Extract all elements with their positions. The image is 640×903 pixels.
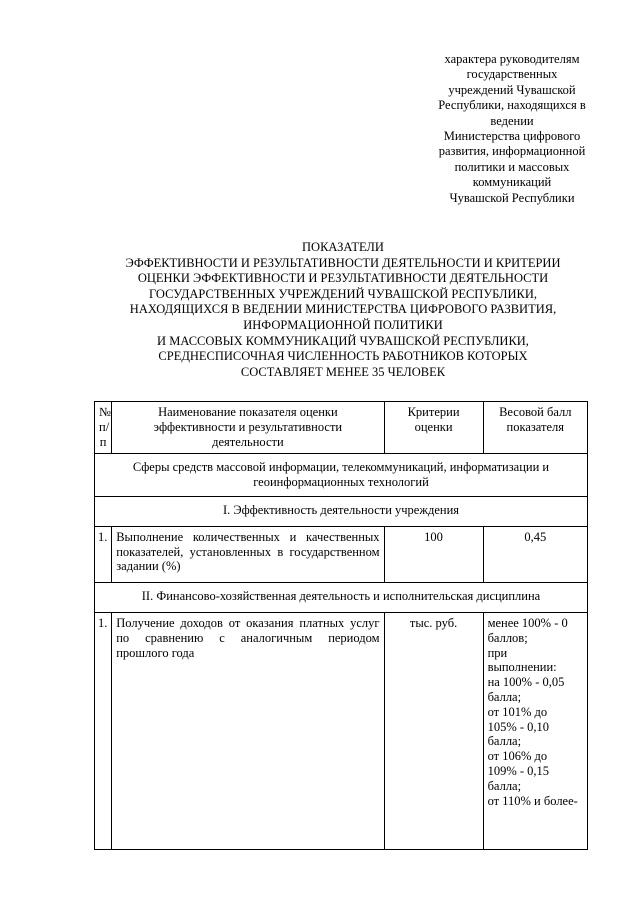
sphere-title: Сферы средств массовой информации, телекоммуникаций, информатизации и геоинформационных технологий [95,454,588,497]
title-line: ИНФОРМАЦИОННОЙ ПОЛИТИКИ [243,317,443,332]
header-line: ведении [490,113,534,128]
weight-line: 109% - 0,15 [487,763,550,778]
section-row [95,496,588,526]
header-line: коммуникаций [472,175,552,190]
weight-line: от 110% и более- [487,793,578,808]
title-line: СОСТАВЛЯЕТ МЕНЕЕ 35 ЧЕЛОВЕК [240,364,446,379]
weight-line: выполнении: [487,660,557,675]
weight-line: балла; [487,689,522,704]
column-header-name: Наименование показателя оценки эффективности и результативности деятельности [112,402,384,454]
weight-line: при [487,645,508,660]
title-line: СРЕДНЕСПИСОЧНАЯ ЧИСЛЕННОСТЬ РАБОТНИКОВ КОТОРЫХ [158,349,528,364]
row-name: Выполнение количественных и качественных показателей, установленных в государственном задании (%) [112,526,384,582]
column-header-weight: Весовой балл показателя [483,402,587,454]
header-addressee [420,52,604,206]
table-header-row [95,402,588,454]
header-line: государственных [466,67,558,82]
header-line: Министерства цифрового [443,129,581,144]
row-criteria: 100 [384,526,483,582]
weight-line: балла; [487,778,522,793]
title-line: ЭФФЕКТИВНОСТИ И РЕЗУЛЬТАТИВНОСТИ ДЕЯТЕЛЬНОСТИ И КРИТЕРИИ [125,255,561,270]
title-line: И МАССОВЫХ КОММУНИКАЦИЙ ЧУВАШСКОЙ РЕСПУБЛИКИ, [157,333,529,348]
header-line: Чувашской Республики [449,190,575,205]
weight-line: от 106% до [487,749,548,764]
row-name: Получение доходов от оказания платных услуг по сравнению с аналогичным периодом прошлого года [112,612,384,849]
header-line: развития, информационной [438,144,586,159]
weight-line: на 100% - 0,05 [487,675,565,690]
row-num: 1. [95,526,112,582]
title-line: ПОКАЗАТЕЛИ [302,240,384,254]
weight-line: 105% - 0,10 [487,719,550,734]
row-num: 1. [95,612,112,849]
header-line: учреждений Чувашской [448,82,576,97]
sphere-row [95,454,588,497]
weight-line: от 101% до [487,704,548,719]
section-2-title: II. Финансово-хозяйственная деятельность и исполнительская дисциплина [95,583,588,613]
weight-line: баллов; [487,630,528,645]
weight-line: менее 100% - 0 [487,615,568,630]
header-line: Республики, находящихся в [438,98,586,113]
table-row [95,526,588,582]
column-header-criteria: Критерии оценки [384,402,483,454]
column-header-num: № п/п [95,402,112,454]
row-weight [483,612,587,849]
table-row [95,612,588,849]
title-line: ОЦЕНКИ ЭФФЕКТИВНОСТИ И РЕЗУЛЬТАТИВНОСТИ ДЕЯТЕЛЬНОСТИ [137,271,549,286]
section-row [95,583,588,613]
section-1-title: I. Эффективность деятельности учреждения [95,496,588,526]
row-weight: 0,45 [483,526,587,582]
title-line: НАХОДЯЩИХСЯ В ВЕДЕНИИ МИНИСТЕРСТВА ЦИФРОВОГО РАЗВИТИЯ, [129,302,557,317]
header-line: характера руководителям [444,52,580,66]
header-line: политики и массовых [454,159,570,174]
document-title [60,240,626,380]
row-criteria: тыс. руб. [384,612,483,849]
weight-line: балла; [487,734,522,749]
indicators-table [94,401,588,850]
title-line: ГОСУДАРСТВЕННЫХ УЧРЕЖДЕНИЙ ЧУВАШСКОЙ РЕСПУБЛИКИ, [148,286,538,301]
